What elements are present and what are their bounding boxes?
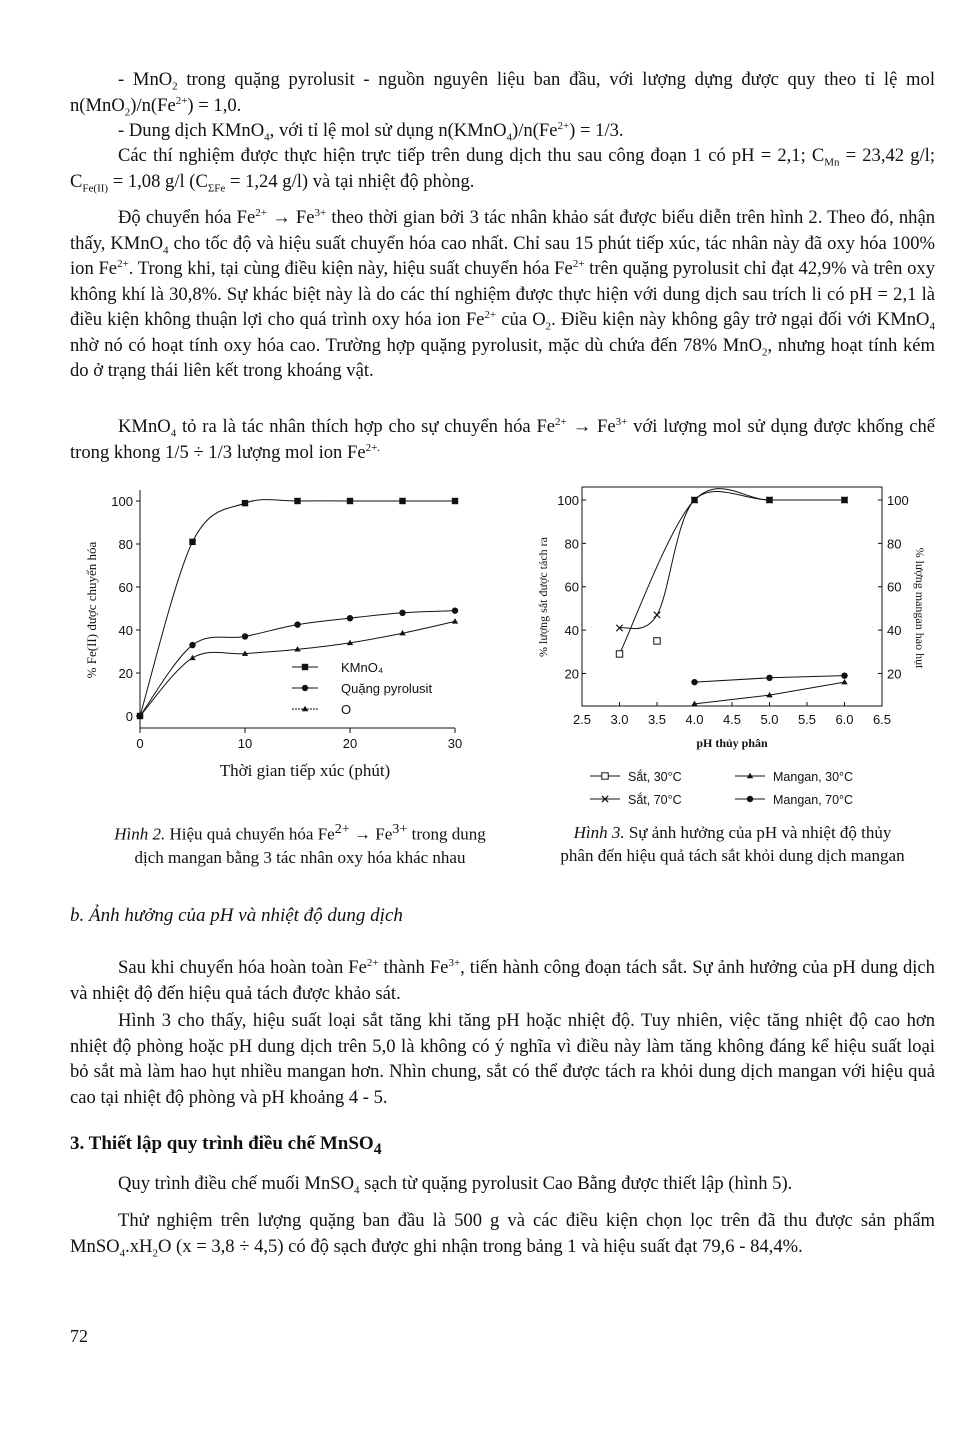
paragraph-kmno4-conclusion: KMnO$_4$ tỏ ra là tác nhân thích hợp cho sự chuyển hóa $Fe^{2+} \to Fe^{3+}$ với lượng mol sử dụng được khống chế trong khong 1/5 ÷ 1/3 lượng mol ion $Fe^{2+.}$: [70, 415, 935, 463]
series-line-1: [620, 491, 845, 628]
legend-marker: [302, 664, 308, 670]
y-right-tick-label: 60: [887, 579, 902, 595]
subscript: 4: [119, 1247, 126, 1260]
paragraph-experiment-conditions: Các thí nghiệm được thực hiện trực tiếp trên dung dịch thu sau công đoạn 1 có pH = 2,1; $C_{Mn} = 23,42$ g/l; $C_{Fe(II)} = 1,08$ g/l ($C_{\Sigma Fe} = 1,24$ g/l) và tại nhiệt độ phòng.: [70, 145, 936, 195]
superscript: 2+: [334, 821, 350, 837]
superscript: 3+: [615, 415, 628, 428]
data-point: [841, 679, 847, 684]
x-tick-label: 30: [447, 736, 463, 751]
page-number: 72: [70, 1326, 88, 1346]
data-point: [452, 498, 458, 504]
y-tick-label: 40: [118, 623, 133, 638]
data-point: [654, 612, 660, 618]
subscript: 2: [124, 106, 131, 119]
y-tick-label: 60: [564, 579, 579, 595]
y-right-tick-label: 100: [887, 493, 909, 509]
x-tick-label: 6.5: [872, 712, 892, 727]
superscript: 2+: [557, 119, 570, 132]
data-point: [347, 615, 353, 621]
figure-label: Hình 3.: [573, 823, 625, 842]
data-point: [616, 651, 622, 657]
subscript: 2: [545, 320, 552, 333]
subheading-b: b. Ảnh hưởng của pH và nhiệt độ dung dịch: [70, 905, 403, 926]
data-point: [452, 618, 458, 623]
superscript: 2+: [117, 257, 129, 270]
legend-label: O: [341, 702, 352, 717]
plot-frame: [582, 487, 882, 706]
y-tick-label: 100: [557, 493, 579, 509]
data-point: [841, 672, 847, 678]
figure-3-caption: Hình 3. Sự ảnh hưởng của pH và nhiệt độ thủy phân đến hiệu quả tách sắt khỏi dung dịch mangan: [560, 823, 905, 865]
data-point: [766, 675, 772, 681]
legend-marker: [302, 685, 308, 691]
x-tick-label: 5.5: [797, 712, 817, 727]
legend-marker: [602, 773, 608, 779]
x-axis-label: pH thủy phân: [696, 736, 768, 750]
x-tick-label: 4.5: [722, 712, 742, 727]
subscript: 4: [264, 131, 270, 144]
figure-2-caption: Hình 2. Hiệu quả chuyển hóa $Fe^{2+} \to Fe^{3+}$ trong dung dịch mangan bằng 3 tác nhân oxy hóa khác nhau: [114, 821, 486, 867]
data-point: [189, 642, 195, 648]
series-line-0: [620, 489, 845, 654]
superscript: 3+: [314, 206, 327, 219]
y-tick-label: 100: [111, 494, 133, 509]
y-axis-label: % lượng sắt được tách ra: [536, 537, 550, 657]
superscript: 2+.: [365, 441, 381, 454]
y-tick-label: 40: [564, 623, 579, 639]
legend-label: KMnO₄: [341, 660, 384, 675]
legend-label: Sắt, 70°C: [628, 793, 682, 807]
y-tick-label: 60: [118, 580, 133, 595]
y-tick-label: 80: [118, 537, 133, 552]
paragraph-separation-intro: Sau khi chuyển hóa hoàn toàn $Fe^{2+}$ thành $Fe^{3+}$, tiến hành công đoạn tách sắt. Sự ảnh hưởng của pH dung dịch và nhiệt độ đến hiệu quả tách được khảo sát.: [70, 956, 935, 1004]
superscript: 2+: [555, 415, 567, 428]
x-tick-label: 5.0: [760, 712, 779, 727]
superscript: 2+: [484, 308, 497, 321]
subscript: 2: [172, 80, 178, 93]
figure-label: Hình 2.: [114, 824, 166, 844]
paragraph-process: Quy trình điều chế muối MnSO$_4$ sạch từ quặng pyrolusit Cao Bằng được thiết lập (hình 5).: [118, 1173, 793, 1197]
subscript: 4: [373, 1140, 382, 1158]
y-tick-label: 20: [118, 666, 133, 681]
y-axis-label: % Fe(II) được chuyển hóa: [84, 541, 99, 679]
legend-label: Mangan, 30°C: [773, 770, 854, 784]
subscript: 2: [152, 1247, 158, 1260]
x-tick-label: 3.5: [647, 712, 667, 727]
x-tick-label: 3.0: [610, 712, 629, 727]
x-tick-label: 2.5: [572, 712, 592, 727]
legend-marker: [747, 796, 753, 802]
subscript: Fe(II): [82, 182, 109, 195]
subscript: ΣFe: [207, 182, 226, 195]
data-point: [294, 498, 300, 504]
y-tick-label: 0: [125, 709, 133, 724]
section-3-heading: 3. Thiết lập quy trình điều chế MnSO$_4$: [70, 1133, 382, 1158]
legend-label: Quặng pyrolusit: [341, 681, 433, 696]
legend-label: Sắt, 30°C: [628, 770, 682, 784]
series-line-2: [140, 621, 455, 716]
subscript: 4: [506, 131, 512, 144]
x-tick-label: 4.0: [685, 712, 704, 727]
paragraph-trial-results: Thử nghiệm trên lượng quặng ban đầu là 500 g và các điều kiện chọn lọc trên đã thu được sản phẩm $MnSO_4.xH_2O$ (x = 3,8 ÷ 4,5) có độ sạch được ghi nhận trong bảng 1 và hiệu suất đạt 79,6 - 84,4%.: [70, 1210, 935, 1260]
data-point: [242, 633, 248, 639]
subscript: 4: [354, 1184, 360, 1197]
superscript: 2+: [366, 956, 379, 969]
x-axis-label: Thời gian tiếp xúc (phút): [219, 761, 391, 780]
x-tick-label: 0: [136, 736, 144, 751]
data-point: [189, 539, 195, 545]
y-right-tick-label: 20: [887, 666, 902, 682]
subscript: Mn: [824, 156, 840, 169]
superscript: 3+: [448, 956, 461, 969]
y-tick-label: 80: [564, 536, 579, 552]
subscript: 4: [170, 427, 177, 440]
x-tick-label: 20: [342, 736, 358, 751]
paragraph-mno2: - MnO$_2$ trong quặng pyrolusit - nguồn nguyên liệu ban đầu, với lượng dựng được quy theo tỉ lệ mol $n(MnO_2)/n(Fe^{2+}) = 1,0$.: [70, 69, 935, 119]
superscript: 3+: [392, 821, 408, 837]
paragraph-kmno4-solution: - Dung dịch KMnO$_4$, với tỉ lệ mol sử dụng $n(KMnO_4)/n(Fe^{2+}) = 1/3$.: [118, 119, 624, 144]
data-point: [294, 621, 300, 627]
y-right-tick-label: 40: [887, 623, 902, 639]
subscript: 4: [163, 244, 169, 257]
x-tick-label: 6.0: [835, 712, 854, 727]
subscript: 4: [929, 320, 935, 333]
data-point: [347, 498, 353, 504]
data-point: [691, 679, 697, 685]
superscript: 2+: [572, 257, 585, 270]
subscript: 2: [762, 346, 768, 359]
data-point: [654, 638, 660, 644]
y-tick-label: 20: [564, 666, 579, 682]
superscript: 2+: [255, 206, 267, 219]
x-tick-label: 10: [237, 736, 253, 751]
paragraph-figure-3-discussion: Hình 3 cho thấy, hiệu suất loại sắt tăng khi tăng pH hoặc nhiệt độ. Tuy nhiên, việc tăng nhiệt độ cao hơn nhiệt độ phòng hoặc pH dung dịch trên 5,0 là không có ý nghĩa vì điều này làm tăng không đáng kể hiệu suất loại bỏ sắt mà làm hao hụt nhiều mangan hơn. Nhìn chung, sắt có thể được tách ra khỏi dung dịch mangan với hiệu quả cao tại nhiệt độ phòng và pH khoảng 4 - 5.: [70, 1010, 935, 1108]
superscript: 2+: [175, 94, 188, 107]
data-point: [242, 500, 248, 506]
paragraph-conversion-results: Độ chuyển hóa $Fe^{2+} \to Fe^{3+}$ theo thời gian bởi 3 tác nhân khảo sát được biểu diễn trên hình 2. Theo đó, nhận thấy, KMnO$_4$ cho tốc độ và hiệu suất chuyển hóa cao nhất. Chỉ sau 15 phút tiếp xúc, tác nhân này đã oxy hóa 100% ion $Fe^{2+}$. Trong khi, tại cùng điều kiện này, hiệu suất chuyển hóa $Fe^{2+}$ trên quặng pyrolusit chỉ đạt 42,9% và trên oxy không khí là 30,8%. Sự khác biệt này là do các thí nghiệm được thực hiện với dung dịch sau trích li có pH = 2,1 là điều kiện không thuận lợi cho quá trình oxy hóa ion $Fe^{2+}$ của $O_2$. Điều kiện này không gây trở ngại đối với KMnO$_4$ nhờ nó có hoạt tính oxy hóa cao. Trường hợp quặng pyrolusit, mặc dù chứa đến 78% MnO$_2$, nhưng hoạt tính kém do ở trạng thái liên kết trong khoáng vật.: [70, 206, 936, 381]
data-point: [452, 607, 458, 613]
y-right-tick-label: 80: [887, 536, 902, 552]
legend-label: Mangan, 70°C: [773, 793, 854, 807]
data-point: [399, 498, 405, 504]
y-right-axis-label: % lượng mangan hao hụt: [913, 547, 927, 669]
data-point: [189, 655, 195, 660]
data-point: [399, 610, 405, 616]
